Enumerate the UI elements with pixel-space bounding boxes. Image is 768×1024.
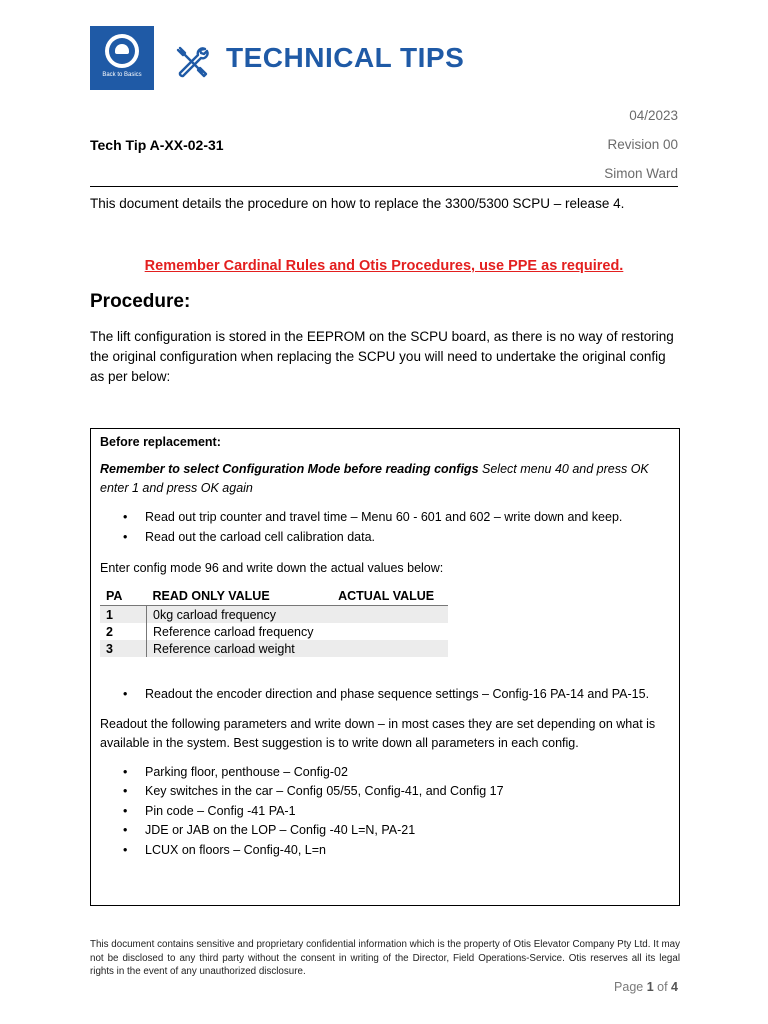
list-item: • LCUX on floors – Config-40, L=n xyxy=(145,841,670,861)
pa-table xyxy=(100,587,448,657)
document-date: 04/2023 xyxy=(629,108,678,123)
wrench-screwdriver-icon xyxy=(172,42,212,82)
table-row xyxy=(100,640,448,657)
parameters-list xyxy=(100,763,670,861)
document-author: Simon Ward xyxy=(604,166,678,181)
config-mode-text: Enter config mode 96 and write down the actual values below: xyxy=(100,561,444,575)
table-row xyxy=(100,623,448,640)
table-header-pa: PA xyxy=(100,587,147,606)
procedure-heading: Procedure: xyxy=(90,291,191,312)
table-cell-value: Reference carload weight xyxy=(147,640,333,657)
tech-tip-number: Tech Tip A-XX-02-31 xyxy=(90,137,224,153)
page-number xyxy=(614,980,678,994)
list-item: • Read out trip counter and travel time – Menu 60 - 601 and 602 – write down and keep. xyxy=(145,508,670,528)
before-replacement-box xyxy=(90,428,680,906)
config-mode-reminder xyxy=(100,460,670,498)
intro-text: This document details the procedure on how to replace the 3300/5300 SCPU – release 4. xyxy=(90,196,625,211)
table-cell-actual xyxy=(332,606,448,624)
table-header-read-only: READ ONLY VALUE xyxy=(147,587,333,606)
table-cell-pa: 2 xyxy=(100,623,147,640)
list-item: • Read out the carload cell calibration data. xyxy=(145,528,670,548)
table-cell-pa: 1 xyxy=(100,606,147,624)
helmet-logo-icon xyxy=(105,34,139,68)
logo-text: Back to Basics xyxy=(102,72,142,78)
page-title: TECHNICAL TIPS xyxy=(226,42,465,73)
list-item: • Pin code – Config -41 PA-1 xyxy=(145,802,670,822)
list-item: • JDE or JAB on the LOP – Config -40 L=N, PA-21 xyxy=(145,821,670,841)
confidentiality-note: This document contains sensitive and proprietary confidential information which is the property of Otis Elevator Company Pty Ltd. It may not be disclosed to any third party without the consent in writing of the Director, Field Operations-Service. Otis reserves all its legal rights in the event of any unauthorized disclosure. xyxy=(90,939,680,977)
table-row xyxy=(100,606,448,624)
header-divider xyxy=(90,186,678,187)
procedure-text: The lift configuration is stored in the EEPROM on the SCPU board, as there is no way of restoring the original configuration when replacing the SCPU you will need to undertake the original config as per below: xyxy=(90,329,674,384)
list-item: • Key switches in the car – Config 05/55, Config-41, and Config 17 xyxy=(145,782,670,802)
encoder-list xyxy=(100,685,670,705)
config-mode-reminder-rest: Select menu 40 and press OK enter 1 and press OK again xyxy=(100,462,649,495)
list-item: • Parking floor, penthouse – Config-02 xyxy=(145,763,670,783)
table-cell-actual xyxy=(332,623,448,640)
config-mode-reminder-bold: Remember to select Configuration Mode before reading configs xyxy=(100,462,479,476)
safety-reminder: Remember Cardinal Rules and Otis Procedures, use PPE as required. xyxy=(144,258,624,274)
page-current: 1 xyxy=(646,980,654,994)
company-logo xyxy=(90,26,154,90)
list-item: • Readout the encoder direction and phase sequence settings – Config-16 PA-14 and PA-15. xyxy=(145,685,670,705)
page-total: 4 xyxy=(671,980,678,994)
table-cell-value: Reference carload frequency xyxy=(153,624,314,639)
table-header-actual: ACTUAL VALUE xyxy=(332,587,448,606)
table-cell-actual xyxy=(332,640,448,657)
readout-list xyxy=(100,508,670,547)
page-of: of xyxy=(653,980,672,994)
box-title: Before replacement: xyxy=(100,435,221,449)
table-cell-value: 0kg carload frequency xyxy=(147,606,333,624)
document-revision: Revision 00 xyxy=(607,137,678,152)
page-label: Page xyxy=(614,980,647,994)
table-cell-pa: 3 xyxy=(100,640,147,657)
readout-parameters-text: Readout the following parameters and write down – in most cases they are set depending on what is available in the system. Best suggestion is to write down all parameters in each config. xyxy=(100,716,656,750)
